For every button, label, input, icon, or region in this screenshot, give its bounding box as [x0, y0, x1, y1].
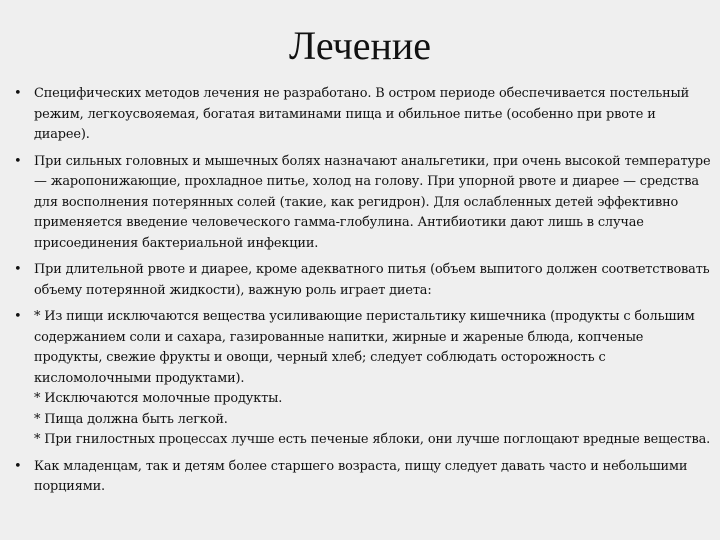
bullet-dot-icon: •: [14, 458, 22, 474]
bullet-text: * Из пищи исключаются вещества усиливающие перистальтику кишечника (продукты с большим содержанием соли и сахара, газированные напитки, жирные и жареные блюда, копченые продукты, свежие фрукты и овощи, черный хлеб; следует соблюдать осторожность с кисломолочными продуктами). * Исключаются молочные продукты. * Пища должна быть легкой. * При гнилостных процессах лучше есть печеные яблоки, они лучше поглощают вредные вещества.: [34, 309, 711, 447]
bullet-dot-icon: •: [14, 86, 22, 101]
bullet-item: [14, 84, 714, 146]
bullet-text: При длительной рвоте и диарее, кроме адекватного питья (объем выпитого должен соответствовать объему потерянной жидкости), важную роль играет диета:: [34, 262, 710, 298]
bullet-text: Как младенцам, так и детям более старшего возраста, пищу следует давать часто и небольшими порциями.: [34, 458, 688, 494]
bullet-text: Специфических методов лечения не разработано. В остром периоде обеспечивается постельный режим, легкоусвояемая, богатая витаминами пища и обильное питье (особенно при рвоте и диарее).: [34, 86, 690, 142]
bullet-text: При сильных головных и мышечных болях назначают анальгетики, при очень высокой температуре — жаропонижающие, прохладное питье, холод на голову. При упорной рвоте и диарее — средства для восполнения потерянных солей (такие, как регидрон). Для ослабленных детей эффективно применяется введение человеческого гамма-глобулина. Антибиотики дают лишь в случае присоединения бактериальной инфекции.: [34, 153, 711, 251]
slide-title: Лечение: [288, 23, 432, 68]
bullet-dot-icon: •: [14, 309, 22, 324]
bullet-dot-icon: •: [14, 262, 22, 277]
bullet-item: [14, 152, 714, 255]
bullet-item: [14, 457, 714, 498]
bullet-dot-icon: •: [14, 153, 22, 169]
bullet-list: [14, 84, 714, 504]
bullet-item: [14, 307, 714, 451]
bullet-item: [14, 260, 714, 301]
